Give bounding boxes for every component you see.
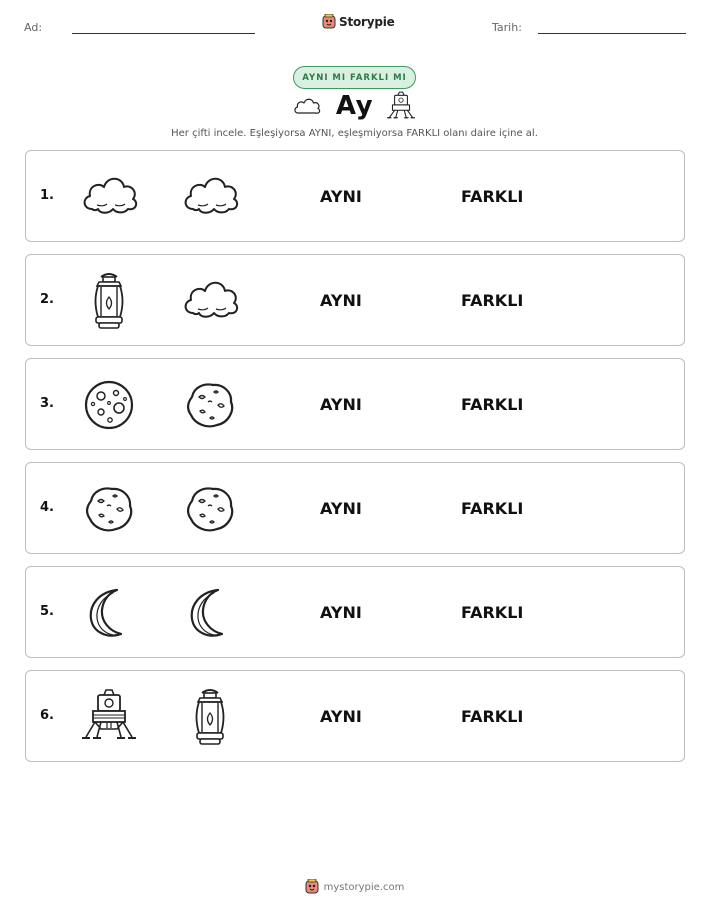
option-same[interactable]: AYNI bbox=[320, 603, 362, 622]
lunar-lander-icon bbox=[385, 91, 417, 125]
name-label: Ad: bbox=[24, 21, 43, 34]
row-number: 1. bbox=[40, 188, 54, 203]
exercise-row bbox=[25, 150, 685, 242]
lander-icon bbox=[79, 687, 139, 747]
row-number: 5. bbox=[40, 604, 54, 619]
instructions: Her çifti incele. Eşleşiyorsa AYNI, eşleşmiyorsa FARKLI olanı daire içine al. bbox=[171, 128, 538, 139]
date-line[interactable] bbox=[538, 33, 686, 34]
activity-badge: AYNI MI FARKLI MI bbox=[293, 66, 416, 89]
row-number: 2. bbox=[40, 292, 54, 307]
exercise-row bbox=[25, 670, 685, 762]
option-same[interactable]: AYNI bbox=[320, 395, 362, 414]
footer bbox=[0, 879, 709, 895]
exercise-list bbox=[25, 150, 685, 774]
option-different[interactable]: FARKLI bbox=[461, 499, 524, 518]
footer-url[interactable]: mystorypie.com bbox=[323, 881, 405, 893]
brand-logo bbox=[322, 13, 395, 31]
option-same[interactable]: AYNI bbox=[320, 187, 362, 206]
cloud-icon bbox=[79, 167, 139, 227]
option-different[interactable]: FARKLI bbox=[461, 707, 524, 726]
row-number: 6. bbox=[40, 708, 54, 723]
rock-icon bbox=[180, 375, 240, 435]
lantern-icon bbox=[79, 271, 139, 331]
brand-name: Storypie bbox=[339, 15, 395, 29]
crescent-icon bbox=[79, 583, 139, 643]
option-different[interactable]: FARKLI bbox=[461, 291, 524, 310]
exercise-row bbox=[25, 566, 685, 658]
exercise-row bbox=[25, 462, 685, 554]
cloud-icon bbox=[180, 271, 240, 331]
date-label: Tarih: bbox=[492, 21, 522, 34]
storypie-mascot-icon bbox=[322, 14, 336, 30]
page-title: Ay bbox=[335, 91, 374, 121]
option-different[interactable]: FARKLI bbox=[461, 603, 524, 622]
name-line[interactable] bbox=[72, 33, 255, 34]
storypie-mascot-icon bbox=[305, 879, 319, 895]
option-same[interactable]: AYNI bbox=[320, 707, 362, 726]
lantern-icon bbox=[180, 687, 240, 747]
rock-icon bbox=[79, 479, 139, 539]
exercise-row bbox=[25, 358, 685, 450]
option-different[interactable]: FARKLI bbox=[461, 187, 524, 206]
exercise-row bbox=[25, 254, 685, 346]
row-number: 4. bbox=[40, 500, 54, 515]
option-same[interactable]: AYNI bbox=[320, 291, 362, 310]
cloud-icon bbox=[180, 167, 240, 227]
title-row bbox=[0, 91, 709, 123]
option-different[interactable]: FARKLI bbox=[461, 395, 524, 414]
crescent-icon bbox=[180, 583, 240, 643]
moon-icon bbox=[79, 375, 139, 435]
option-same[interactable]: AYNI bbox=[320, 499, 362, 518]
row-number: 3. bbox=[40, 396, 54, 411]
rock-icon bbox=[180, 479, 240, 539]
